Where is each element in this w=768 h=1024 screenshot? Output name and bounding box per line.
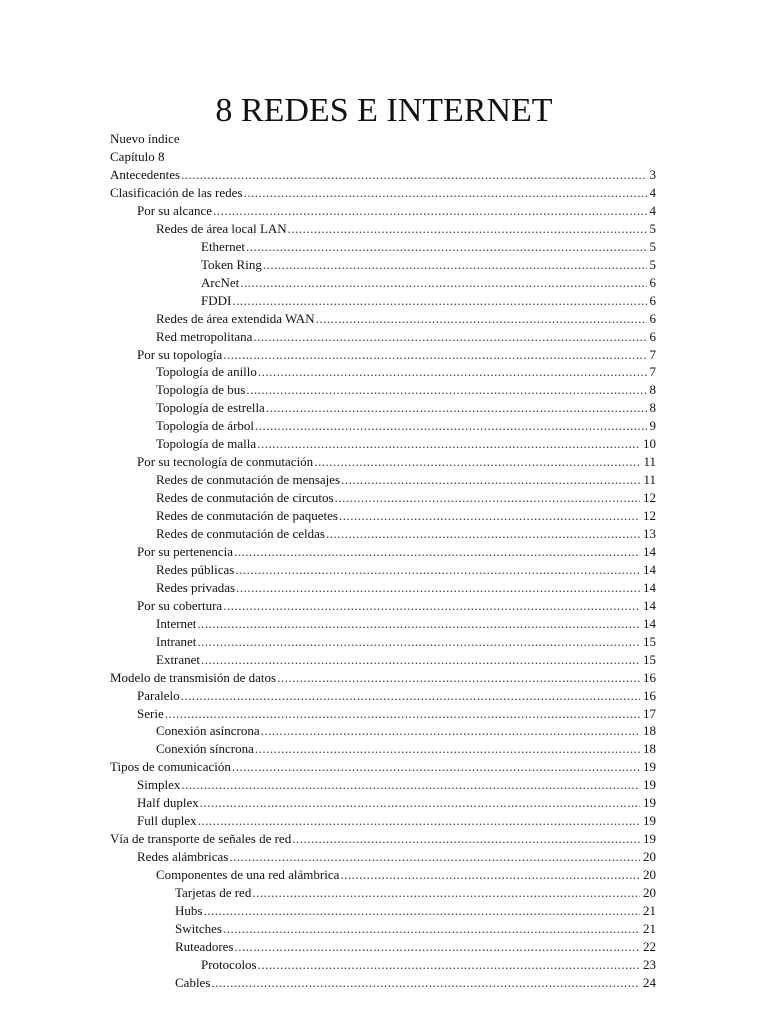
dot-leader [201,651,640,669]
dot-leader [246,381,646,399]
dot-leader [211,974,640,992]
toc-entry [137,543,656,561]
toc-entry [137,453,656,471]
dot-leader [255,740,640,758]
page-title: 8 REDES E INTERNET [215,92,553,129]
toc-entry [137,794,656,812]
toc-entry [201,256,656,274]
toc-entry-label: Serie [137,705,164,721]
toc-entry-page-number: 15 [643,633,656,649]
toc-entry-page-number: 12 [643,490,656,506]
toc-entry-label: Por su cobertura [137,597,223,613]
toc-entry-page-number: 15 [643,651,656,667]
dot-leader [277,669,640,687]
dot-leader [266,399,647,417]
toc-entry-label: Topología de bus [156,382,246,398]
toc-entry-page-number: 4 [649,184,656,200]
toc-entry-label: Por su tecnología de conmutación [137,454,314,470]
toc-entry [110,830,656,848]
toc-entry [110,758,656,776]
toc-entry-page-number: 7 [649,346,656,362]
toc-entry [201,292,656,310]
toc-entry [137,705,656,723]
toc-entry-label: Redes de conmutación de paquetes [156,508,338,524]
toc-entry [156,722,656,740]
dot-leader [236,579,640,597]
toc-entry-page-number: 14 [643,561,656,577]
toc-entry-page-number: 7 [649,364,656,380]
toc-entry-label: Tipos de comunicación [110,759,231,775]
toc-entry-label: Redes de conmutación de mensajes [156,472,341,488]
toc-entry-page-number: 14 [643,597,656,613]
toc-entry-page-number: 13 [643,526,656,541]
dot-leader [341,471,640,489]
toc-entry-label: Hubs [175,902,203,918]
toc-entry-label: Intranet [156,633,197,649]
toc-entry-page-number: 20 [643,885,656,900]
toc-entry-label: Por su pertenencia [137,543,234,559]
toc-entry-label: Full duplex [137,813,197,829]
toc-entry-page-number: 3 [649,167,656,182]
toc-entry-label: Redes públicas [156,561,235,577]
dot-leader [235,561,640,579]
toc-entry-page-number: 5 [649,238,656,254]
toc-entry-page-number: 21 [643,902,656,918]
toc-entry-label: Vía de transporte de señales de red [110,831,292,847]
dot-leader [263,256,647,274]
toc-entry-page-number: 9 [649,418,656,434]
toc-entry [156,561,656,579]
toc-entry [137,848,656,866]
toc-entry [156,417,656,435]
dot-leader [288,220,647,238]
toc-entry-label: Redes de área local LAN [156,220,287,236]
toc-entry-label: Antecedentes [110,167,181,182]
toc-entry-label: Redes de área extendida WAN [156,310,315,326]
toc-entry [156,740,656,758]
dot-leader [200,794,640,812]
toc-entry [137,202,656,220]
dot-leader [165,705,640,723]
toc-entry-page-number: 18 [643,723,656,739]
toc-entry [201,956,656,974]
toc-entry-label: Redes de conmutación de celdas [156,526,325,541]
dot-leader [255,417,646,435]
dot-leader [229,848,640,866]
dot-leader [203,902,640,920]
dot-leader [223,346,646,364]
toc-entry-label: Topología de árbol [156,418,255,434]
toc-entry [137,687,656,705]
dot-leader [252,884,640,902]
dot-leader [261,722,640,740]
toc-entry [156,507,656,525]
dot-leader [314,453,640,471]
toc-entry [110,669,656,687]
toc-entry-label: Half duplex [137,795,199,811]
dot-leader [181,776,640,794]
dot-leader [198,812,640,830]
toc-entry-label: Redes de conmutación de circutos [156,490,334,506]
dot-leader [257,435,640,453]
toc-entry-label: Extranet [156,651,201,667]
toc-entry-page-number: 19 [643,777,656,793]
toc-entry [137,597,656,615]
toc-entry [156,489,656,507]
toc-entry [201,274,656,292]
toc-entry [175,920,656,938]
toc-entry-label: Clasificación de las redes [110,184,243,200]
dot-leader [340,866,640,884]
toc-entry [156,328,656,346]
toc-entry-label: Topología de estrella [156,400,265,416]
dot-leader [258,363,647,381]
toc-entry-label: FDDI [201,292,232,308]
toc-entry-page-number: 6 [649,328,656,344]
toc-entry-label: Topología de malla [156,436,257,452]
toc-entry-label: Por su alcance [137,202,213,218]
dot-leader [197,615,640,633]
dot-leader [316,310,647,328]
toc-entry-label: Redes privadas [156,579,236,595]
toc-entry [175,884,656,902]
toc-entry [156,435,656,453]
toc-entry-page-number: 19 [643,759,656,775]
toc-entry [137,776,656,794]
dot-leader [240,274,646,292]
toc-entry-page-number: 11 [643,454,656,470]
dot-leader [197,633,640,651]
toc-entry [137,812,656,830]
toc-entry-page-number: 20 [643,867,656,883]
toc-entry [110,166,656,184]
toc-entry-label: Conexión asíncrona [156,723,260,739]
toc-entry-label: Switches [175,920,222,936]
toc-entry [156,525,656,543]
toc-entry-page-number: 14 [643,543,656,559]
dot-leader [181,166,646,184]
toc-entry [201,238,656,256]
toc-entry-page-number: 18 [643,741,656,757]
toc-entry-page-number: 8 [649,400,656,416]
dot-leader [258,956,640,974]
toc-entry-label: Ruteadores [175,938,234,954]
toc-entry-label: Topología de anillo [156,364,257,380]
toc-entry-label: Componentes de una red alámbrica [156,867,340,883]
dot-leader [223,920,640,938]
toc-entry [156,615,656,633]
toc-entry [156,866,656,884]
toc-entry-page-number: 14 [643,579,656,595]
dot-leader [232,292,646,310]
dot-leader [339,507,640,525]
toc-entry-label: Ethernet [201,238,246,254]
toc-entry-page-number: 14 [643,615,656,631]
toc-entry-page-number: 6 [649,292,656,308]
toc-entry-page-number: 5 [649,256,656,272]
toc-entry-page-number: 11 [643,472,656,488]
dot-leader [246,238,646,256]
dot-leader [292,830,640,848]
toc-entry-label: Conexión síncrona [156,741,254,757]
subtitle-capitulo: Capítulo 8 [110,149,165,164]
dot-leader [335,489,640,507]
toc-entry-page-number: 6 [649,274,656,290]
toc-entry-page-number: 19 [643,831,656,847]
toc-entry [110,184,656,202]
toc-entry-page-number: 16 [643,669,656,685]
toc-entry-label: Token Ring [201,256,262,272]
dot-leader [232,758,640,776]
dot-leader [234,938,640,956]
dot-leader [213,202,646,220]
toc-entry-page-number: 19 [643,813,656,829]
toc-entry [175,938,656,956]
toc-entry-label: Red metropolitana [156,328,253,344]
toc-entry [156,651,656,669]
toc-entry-label: Internet [156,615,197,631]
toc-entry-page-number: 19 [643,795,656,811]
toc-entry-page-number: 17 [643,705,656,721]
dot-leader [181,687,640,705]
toc-entry [156,363,656,381]
toc-entry-page-number: 4 [649,202,656,218]
toc-entry-page-number: 20 [643,849,656,865]
toc-entry [156,381,656,399]
toc-entry-label: Tarjetas de red [175,885,252,900]
toc-entry [156,399,656,417]
toc-entry-label: ArcNet [201,274,240,290]
toc-entry-label: Por su topología [137,346,223,362]
toc-entry-page-number: 8 [649,382,656,398]
toc-entry-page-number: 23 [643,956,656,972]
toc-entry [156,471,656,489]
dot-leader [223,597,640,615]
toc-entry-page-number: 6 [649,310,656,326]
toc-entry-label: Cables [175,974,211,990]
toc-entry [175,902,656,920]
subtitle-nuevo-indice: Nuevo índice [110,131,180,146]
dot-leader [326,525,640,543]
toc-entry-page-number: 21 [643,920,656,936]
toc-entry-label: Paralelo [137,687,180,703]
toc-entry-page-number: 12 [643,508,656,524]
toc-entry [156,633,656,651]
toc-entry [156,220,656,238]
toc-entry-page-number: 5 [649,220,656,236]
toc-entry-page-number: 22 [643,938,656,954]
toc-entry-label: Protocolos [201,956,257,972]
dot-leader [234,543,640,561]
toc-entry-page-number: 24 [643,974,656,990]
toc-entry-page-number: 10 [643,436,656,452]
toc-entry [137,346,656,364]
toc-entry-label: Simplex [137,777,181,793]
toc-entry [156,579,656,597]
toc-entry-page-number: 16 [643,687,656,703]
dot-leader [243,184,646,202]
dot-leader [253,328,646,346]
toc-entry-label: Modelo de transmisión de datos [110,669,277,685]
toc-entry-label: Redes alámbricas [137,849,229,865]
toc-entry [175,974,656,992]
toc-entry [156,310,656,328]
